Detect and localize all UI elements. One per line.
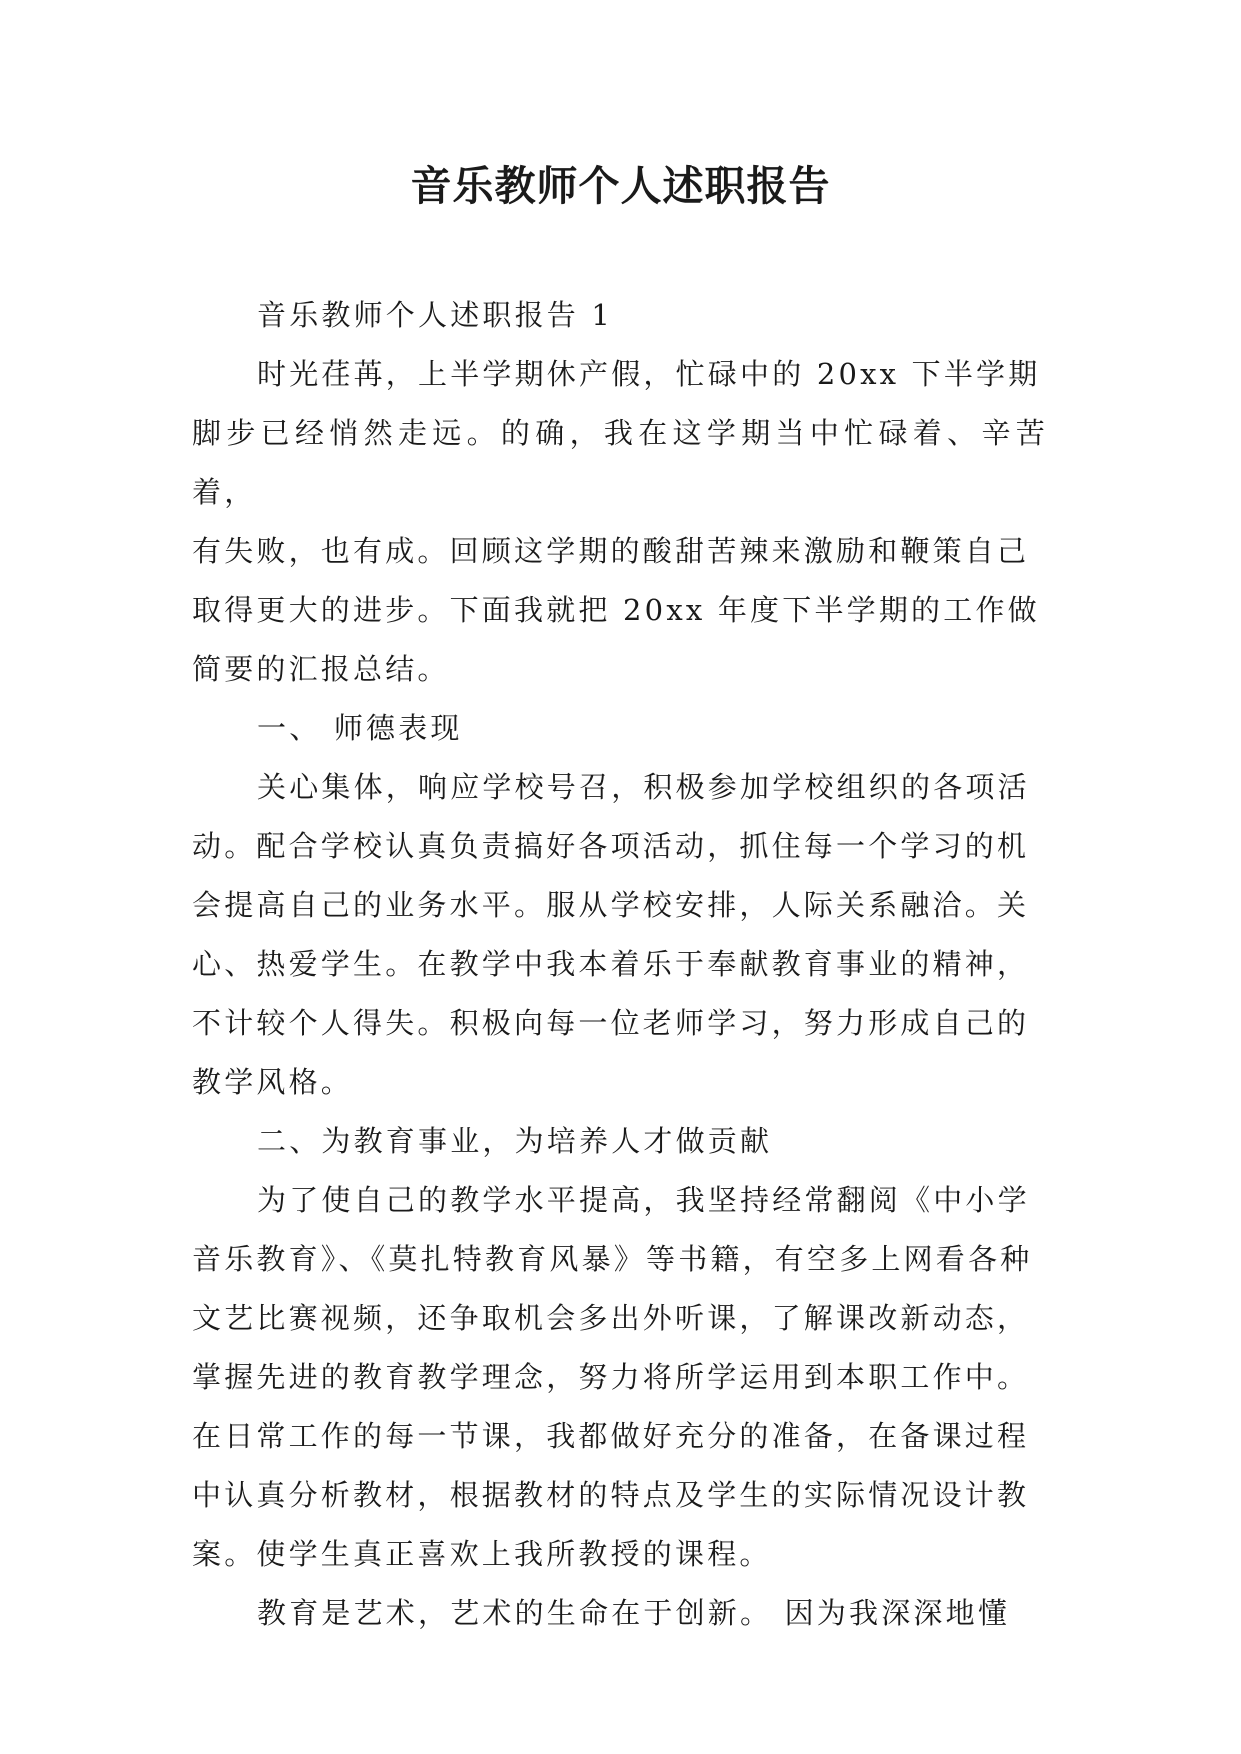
paragraph-line: 教学风格。	[192, 1065, 354, 1099]
paragraph-line: 关心集体，响应学校号召，积极参加学校组织的各项活	[257, 770, 1030, 804]
paragraph-line: 掌握先进的教育教学理念，努力将所学运用到本职工作中。	[192, 1360, 1030, 1394]
paragraph-line: 脚步已经悄然走远。的确，我在这学期当中忙碌着、辛苦着，	[192, 416, 1048, 509]
paragraph-line: 教育是艺术，艺术的生命在于创新。 因为我深深地懂	[257, 1596, 1011, 1630]
document-title: 音乐教师个人述职报告	[410, 162, 831, 210]
paragraph-line: 取得更大的进步。下面我就把 20xx 年度下半学期的工作做	[192, 593, 1040, 627]
section-heading-2: 一、 师德表现	[257, 711, 463, 745]
section-heading-1: 音乐教师个人述职报告 1	[257, 298, 614, 332]
paragraph-line: 在日常工作的每一节课，我都做好充分的准备，在备课过程	[192, 1419, 1030, 1453]
paragraph-line: 不计较个人得失。积极向每一位老师学习，努力形成自己的	[192, 1006, 1030, 1040]
paragraph-line: 为了使自己的教学水平提高，我坚持经常翻阅《中小学	[257, 1183, 1030, 1217]
paragraph-line: 有失败，也有成。回顾这学期的酸甜苦辣来激励和鞭策自己	[192, 534, 1030, 568]
paragraph-line: 音乐教育》、《莫扎特教育风暴》等书籍，有空多上网看各种	[192, 1242, 1033, 1276]
paragraph-line: 心、热爱学生。在教学中我本着乐于奉献教育事业的精神，	[192, 947, 1030, 981]
paragraph-line: 简要的汇报总结。	[192, 652, 450, 686]
section-heading-3: 二、为教育事业，为培养人才做贡献	[257, 1124, 773, 1158]
document-body	[192, 286, 1048, 1643]
paragraph-line: 文艺比赛视频，还争取机会多出外听课，了解课改新动态，	[192, 1301, 1030, 1335]
paragraph-line: 中认真分析教材，根据教材的特点及学生的实际情况设计教	[192, 1478, 1030, 1512]
paragraph-line: 时光荏苒，上半学期休产假，忙碌中的 20xx 下半学期	[257, 357, 1041, 391]
paragraph-line: 动。配合学校认真负责搞好各项活动，抓住每一个学习的机	[192, 829, 1030, 863]
paragraph-line: 会提高自己的业务水平。服从学校安排，人际关系融洽。关	[192, 888, 1030, 922]
paragraph-line: 案。使学生真正喜欢上我所教授的课程。	[192, 1537, 772, 1571]
